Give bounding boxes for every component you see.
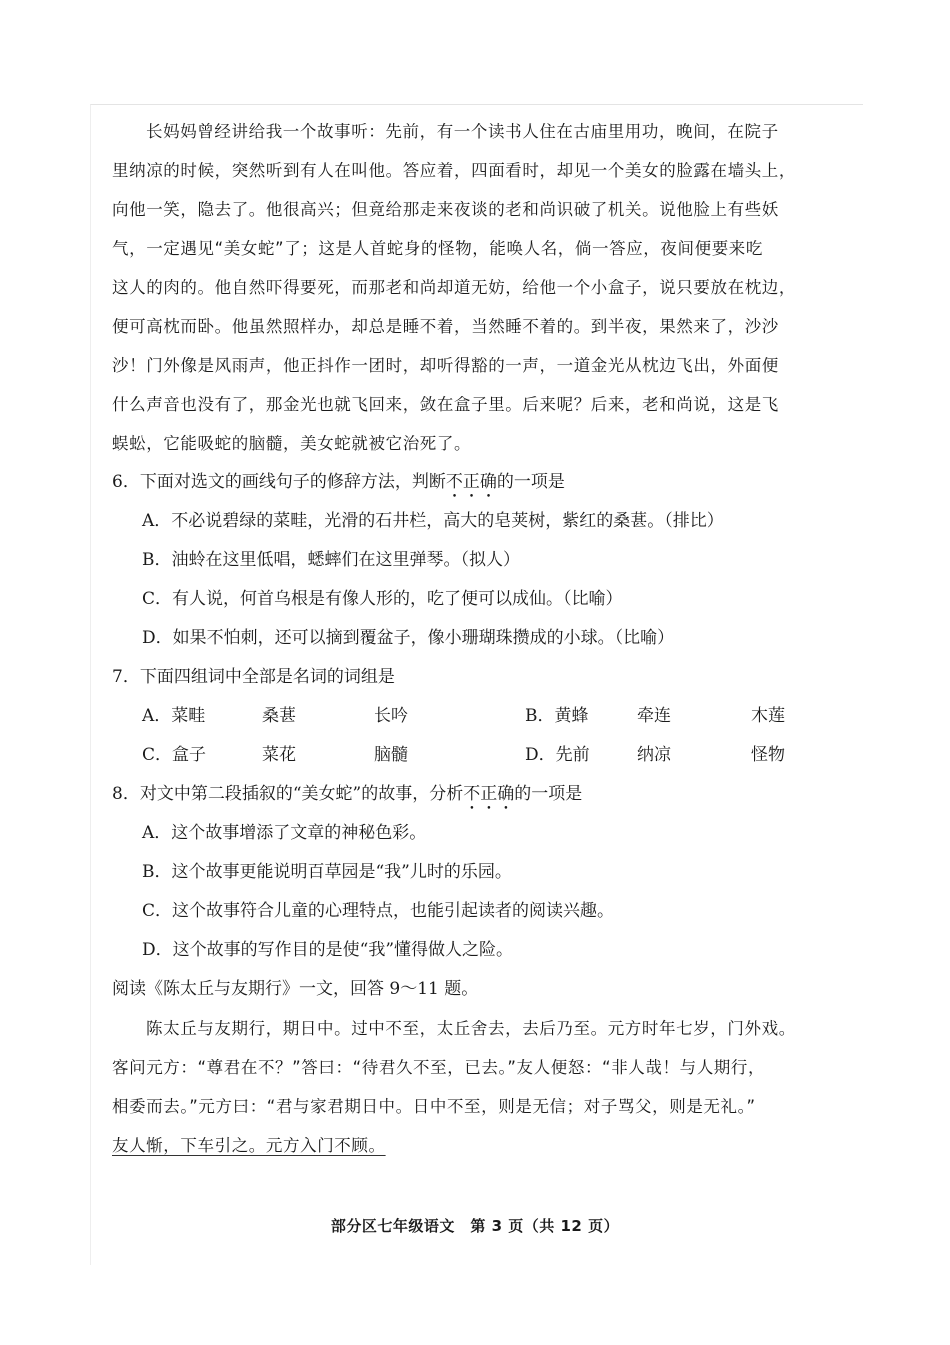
word-cell: A．菜畦 — [142, 706, 206, 726]
page-footer: 部分区七年级语文 第 3 页（共 12 页） — [330, 1217, 620, 1235]
question-8-stem — [112, 775, 847, 814]
question-7 — [112, 658, 847, 775]
question-8-emphasis: 不正确 — [463, 784, 515, 804]
word-cell: 怪物 — [751, 745, 785, 765]
question-7-stem: 7．下面四组词中全部是名词的词组是 — [112, 667, 395, 687]
question-6-emphasis: 不正确 — [445, 472, 497, 492]
passage-line: 相委而去。”元方曰：“君与家君期日中。日中不至，则是无信；对子骂父，则是无礼。” — [112, 1097, 756, 1116]
question-6-option-b: B．油蛉在这里低唱，蟋蟀们在这里弹琴。（拟人） — [142, 550, 520, 570]
passage-line: 这人的肉的。他自然吓得要死，而那老和尚却道无妨，给他一个小盒子，说只要放在枕边， — [112, 278, 796, 297]
question-8 — [112, 775, 847, 970]
word-cell: 脑髓 — [374, 745, 408, 765]
reading-2-intro: 阅读《陈太丘与友期行》一文，回答 9～11 题。 — [112, 979, 479, 999]
passage-line: 向他一笑，隐去了。他很高兴；但竟给那走来夜谈的老和尚识破了机关。说他脸上有些妖 — [112, 200, 779, 219]
passage-line: 蜈蚣，它能吸蛇的脑髓，美女蛇就被它治死了。 — [112, 434, 472, 453]
word-cell: B．黄蜂 — [525, 706, 589, 726]
passage-line: 气，一定遇见“美女蛇”了；这是人首蛇身的怪物，能唤人名，倘一答应，夜间便要来吃 — [112, 239, 763, 258]
passage-line: 什么声音也没有了，那金光也就飞回来，敛在盒子里。后来呢？后来，老和尚说，这是飞 — [112, 395, 779, 414]
question-8-stem-before: 8．对文中第二段插叙的“美女蛇”的故事，分析 — [112, 784, 464, 804]
passage-line: 里纳凉的时候，突然听到有人在叫他。答应着，四面看时，却见一个美女的脸露在墙头上， — [112, 161, 796, 180]
question-6-option-a: A．不必说碧绿的菜畦，光滑的石井栏，高大的皂荚树，紫红的桑葚。（排比） — [142, 511, 724, 531]
passage-line: 客问元方：“尊君在不？”答曰：“待君久不至，已去。”友人便怒：“非人哉！与人期行， — [112, 1058, 766, 1077]
word-cell: 菜花 — [262, 745, 296, 765]
question-6-option-d: D．如果不怕刺，还可以摘到覆盆子，像小珊瑚珠攒成的小球。（比喻） — [142, 628, 675, 648]
reading-2 — [112, 970, 847, 1165]
question-6-option-c: C．有人说，何首乌根是有像人形的，吃了便可以成仙。（比喻） — [142, 589, 623, 609]
word-cell: 桑葚 — [262, 706, 296, 726]
passage-line: 陈太丘与友期行，期日中。过中不至，太丘舍去，去后乃至。元方时年七岁，门外戏。 — [146, 1019, 796, 1038]
passage-line: 沙！门外像是风雨声，他正抖作一团时，却听得豁的一声，一道金光从枕边飞出，外面便 — [112, 356, 779, 375]
underlined-sentence: 友人惭，下车引之。元方入门不顾。 — [112, 1136, 386, 1155]
question-7-row-2 — [112, 736, 847, 775]
passage-line: 长妈妈曾经讲给我一个故事听：先前，有一个读书人住在古庙里用功，晚间，在院子 — [146, 122, 779, 141]
passage-line: 便可高枕而卧。他虽然照样办，却总是睡不着，当然睡不着的。到半夜，果然来了，沙沙 — [112, 317, 779, 336]
question-8-option-d: D．这个故事的写作目的是使“我”懂得做人之险。 — [142, 940, 514, 960]
passage-underlined-line — [112, 1126, 847, 1165]
question-6 — [112, 463, 847, 658]
word-cell: D．先前 — [525, 745, 590, 765]
question-6-stem-before: 6．下面对选文的画线句子的修辞方法，判断 — [112, 472, 446, 492]
question-6-stem — [112, 463, 847, 502]
question-6-stem-after: 的一项是 — [496, 472, 565, 492]
word-cell: 木莲 — [751, 706, 785, 726]
word-cell: C．盒子 — [142, 745, 207, 765]
document-content — [112, 112, 847, 1165]
question-8-stem-after: 的一项是 — [514, 784, 583, 804]
question-7-row-1 — [112, 697, 847, 736]
passage-1 — [112, 112, 847, 463]
question-8-option-c: C．这个故事符合儿童的心理特点，也能引起读者的阅读兴趣。 — [142, 901, 615, 921]
word-cell: 纳凉 — [637, 745, 671, 765]
question-8-option-b: B．这个故事更能说明百草园是“我”儿时的乐园。 — [142, 862, 512, 882]
word-cell: 牵连 — [637, 706, 671, 726]
word-cell: 长吟 — [374, 706, 408, 726]
question-8-option-a: A．这个故事增添了文章的神秘色彩。 — [142, 823, 427, 843]
